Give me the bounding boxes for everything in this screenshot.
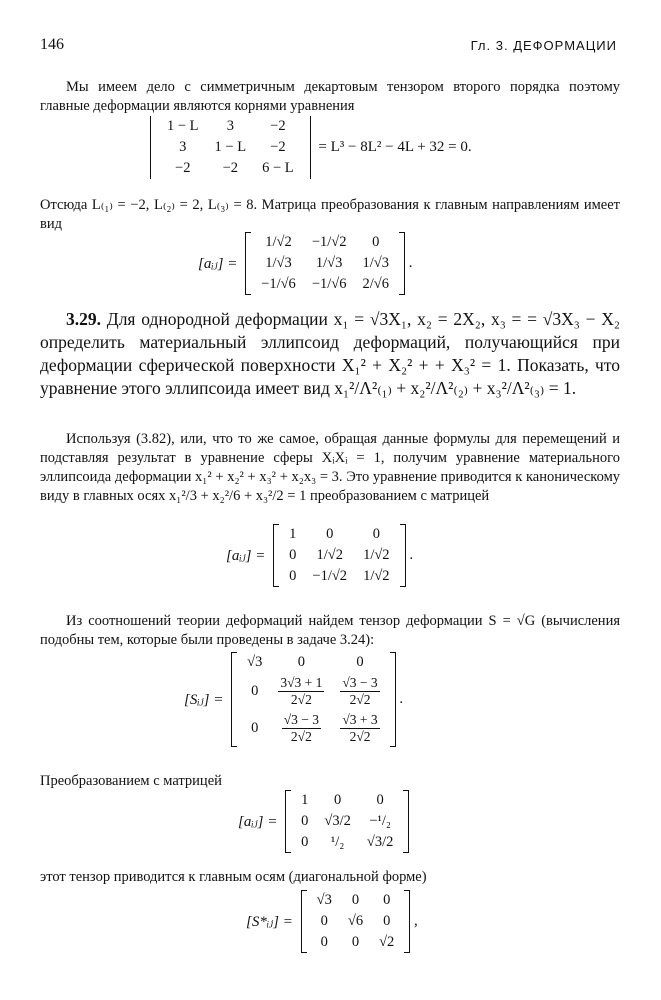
page-header (40, 36, 617, 62)
problem-3-29 (40, 308, 620, 400)
paragraph-strain-tensor: Из соотношений теории деформаций найдем тензор деформации S = √G (вычисления подобны тем, которые были проведены в задаче 3.24): (40, 613, 620, 648)
chapter-title: Гл. 3. ДЕФОРМАЦИИ (470, 38, 617, 53)
paragraph-intro: Мы имеем дело с симметричным декартовым тензором второго порядка поэтому главные деформации являются корнями уравнения (40, 79, 620, 114)
characteristic-polynomial: = L³ − 8L² − 4L + 32 = 0. (318, 139, 472, 155)
matrix-a-3: [aᵢⱼ] = 1 0 0 0 √3/2 −¹/₂ 0 ¹/₂ √3/2 (238, 790, 409, 853)
problem-number: 3.29. (66, 309, 101, 329)
matrix-a-1: [aᵢⱼ] = 1/√2 −1/√2 0 1/√3 1/√3 1/√3 −1/√6 −1/√6 2/√6 . (198, 232, 412, 295)
matrix-label: [aᵢⱼ] = (226, 548, 266, 564)
matrix-label: [S*ᵢⱼ] = (246, 914, 293, 930)
matrix-label: [Sᵢⱼ] = (184, 692, 224, 708)
paragraph-principal-values: Отсюда L₍₁₎ = −2, L₍₂₎ = 2, L₍₃₎ = 8. Матрица преобразования к главным направлениям имеет вид (40, 197, 620, 232)
matrix-s: [Sᵢⱼ] = √3 0 0 0 $\frac{3√3 + 1}{2√2}$ $\frac{√3 - 3}{2√2}$ 0 $\frac{√3 - 3}{2√2}$ $\frac{√3 + 3}{2√2}$ . (184, 652, 403, 747)
paragraph-solution: Используя (3.82), или, что то же самое, обращая данные формулы для перемещений и подставляя результат в уравнение сферы XᵢXᵢ = 1, получим уравнение материального эллипсоида деформации x₁² + x₂² + x₃² + x₂x₃ = 3. Это уравнение приводится к каноническому виду в главных осях x₁²/3 + x₂²/6 + x₃²/2 = 1 преобразованием с матрицей (40, 431, 620, 504)
page-number: 146 (40, 36, 64, 53)
paragraph-transform: Преобразованием с матрицей (40, 773, 222, 789)
matrix-label: [aᵢⱼ] = (238, 814, 278, 830)
problem-text: Для однородной деформации x₁ = √3X₁, x₂ = 2X₂, x₃ = = √3X₃ − X₂ определить материальный эллипсоид деформаций, получающийся при деформации сферической поверхности X₁² + X₂² + + X₃² = 1. Показать, что уравнение этого эллипсоида имеет вид x₁²/Λ²₍₁₎ + x₂²/Λ²₍₂₎ + x₃²/Λ²₍₃₎ = 1. (40, 309, 621, 398)
matrix-s-diagonal: [S*ᵢⱼ] = √3 0 0 0 √6 0 0 0 √2 , (246, 890, 418, 953)
determinant-equation (150, 116, 472, 179)
matrix-label: [aᵢⱼ] = (198, 256, 238, 272)
determinant: 1 − L 3 −2 3 1 − L −2 −2 −2 6 − L (150, 116, 311, 179)
paragraph-diagonal: этот тензор приводится к главным осям (диагональной форме) (40, 869, 427, 885)
matrix-a-2: [aᵢⱼ] = 1 0 0 0 1/√2 1/√2 0 −1/√2 1/√2 . (226, 524, 413, 587)
